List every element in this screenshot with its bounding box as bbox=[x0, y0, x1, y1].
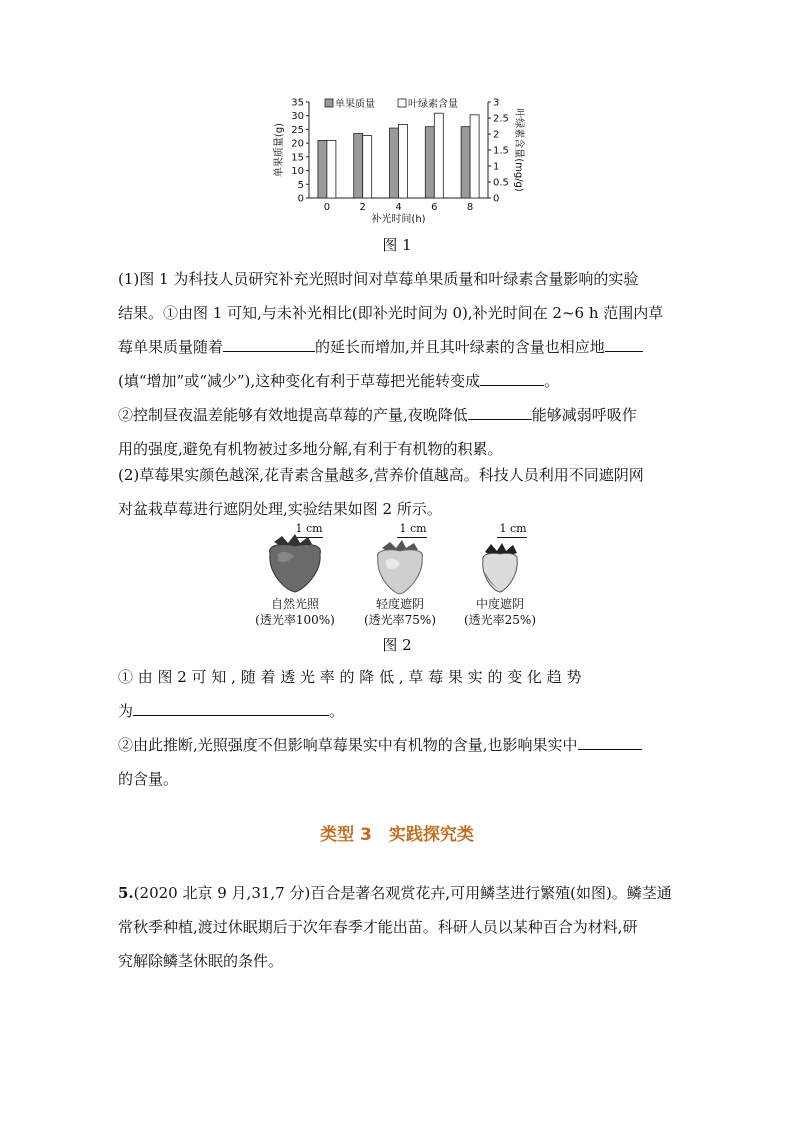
right-tick-label: 2 bbox=[493, 129, 500, 141]
right-tick-label: 0 bbox=[493, 193, 500, 205]
x-tick-label: 0 bbox=[323, 202, 331, 213]
right-tick-label: 3 bbox=[493, 97, 500, 109]
right-tick-label: 0.5 bbox=[493, 177, 509, 189]
answer-blank-1[interactable] bbox=[223, 333, 315, 352]
bar-chlorophyll bbox=[363, 136, 372, 198]
legend-swatch-fruit-mass bbox=[325, 99, 333, 107]
bar-fruit-mass bbox=[390, 128, 399, 198]
label-light-shade: 轻度遮阴 (透光率75%) bbox=[363, 597, 437, 627]
q1-line2: 结果。①由图 1 可知,与未补光相比(即补光时间为 0),补光时间在 2~6 h 范围内草 bbox=[118, 304, 664, 322]
right-tick-label: 1.5 bbox=[493, 145, 509, 157]
q1-line3: 莓单果质量随着 的延长而增加,并且其叶绿素的含量也相应地 bbox=[118, 330, 676, 364]
scale-label: 1 cm bbox=[295, 522, 323, 535]
bar-chlorophyll bbox=[399, 124, 408, 198]
legend-label-fruit-mass: 单果质量 bbox=[335, 99, 375, 110]
bar-fruit-mass bbox=[354, 134, 363, 198]
left-y-axis-label: 单果质量(g) bbox=[274, 122, 285, 178]
q2b-line1: ① 由 图 2 可 知 , 随 着 透 光 率 的 降 低 , 草 莓 果 实 的 变 化 趋 势 bbox=[118, 668, 582, 686]
left-tick-label: 35 bbox=[291, 97, 304, 109]
right-tick-label: 1 bbox=[493, 161, 500, 173]
left-tick-label: 30 bbox=[291, 111, 304, 123]
bar-fruit-mass bbox=[425, 127, 434, 198]
bar-fruit-mass bbox=[461, 127, 470, 198]
q2b-line4: 的含量。 bbox=[118, 770, 179, 788]
q2-line1: (2)草莓果实颜色越深,花青素含量越多,营养价值越高。科技人员利用不同遮阴网 bbox=[118, 466, 644, 484]
right-y-axis-label: 叶绿素含量(mg/g) bbox=[513, 108, 524, 192]
q5-line1: 5.(2020 北京 9 月,31,7 分)百合是著名观赏花卉,可用鳞茎进行繁殖(如图)。鳞茎通 bbox=[118, 884, 672, 902]
x-tick-label: 4 bbox=[395, 202, 402, 213]
scale-bar bbox=[497, 537, 527, 538]
strawberry-medium-shade bbox=[475, 542, 525, 596]
left-tick-label: 15 bbox=[291, 152, 304, 164]
label-natural-light: 自然光照 (透光率100%) bbox=[255, 597, 335, 627]
answer-blank-2[interactable] bbox=[605, 333, 643, 352]
label-medium-shade: 中度遮阴 (透光率25%) bbox=[463, 597, 537, 627]
bar-fruit-mass bbox=[318, 140, 327, 198]
x-tick-label: 8 bbox=[466, 202, 474, 213]
left-tick-label: 10 bbox=[291, 166, 304, 178]
question-number: 5. bbox=[118, 884, 134, 902]
question-5 bbox=[118, 876, 676, 978]
answer-blank-4[interactable] bbox=[468, 401, 532, 420]
q1-line5: ②控制昼夜温差能够有效地提高草莓的产量,夜晚降低 能够减弱呼吸作 bbox=[118, 398, 676, 432]
strawberry-natural-light bbox=[260, 532, 330, 594]
legend-label-chlorophyll: 叶绿素含量 bbox=[408, 99, 458, 110]
legend-swatch-chlorophyll bbox=[398, 99, 406, 107]
q2b-line2: 为 。 bbox=[118, 694, 676, 728]
figure2 bbox=[255, 520, 545, 630]
q1-line6: 用的强度,避免有机物被过多地分解,有利于有机物的积累。 bbox=[118, 440, 503, 458]
scale-label: 1 cm bbox=[399, 522, 427, 535]
left-tick-label: 25 bbox=[291, 124, 304, 136]
left-tick-label: 20 bbox=[291, 138, 304, 150]
figure1-caption: 图 1 bbox=[382, 236, 412, 254]
right-tick-label: 2.5 bbox=[493, 113, 509, 125]
q2b-line3: ②由此推断,光照强度不但影响草莓果实中有机物的含量,也影响果实中 bbox=[118, 728, 676, 762]
x-axis-label: 补光时间(h) bbox=[371, 214, 426, 225]
scale-label: 1 cm bbox=[499, 522, 527, 535]
left-tick-label: 5 bbox=[297, 179, 304, 191]
strawberry-light-shade bbox=[370, 538, 430, 596]
figure1-chart bbox=[262, 92, 532, 226]
section-title: 类型 3 实践探究类 bbox=[320, 825, 474, 845]
question-2-parts bbox=[118, 660, 676, 796]
answer-blank-5[interactable] bbox=[133, 697, 329, 716]
question-2 bbox=[118, 458, 676, 526]
left-tick-label: 0 bbox=[297, 193, 304, 205]
figure2-caption: 图 2 bbox=[382, 636, 412, 654]
x-tick-label: 2 bbox=[359, 202, 366, 213]
x-tick-label: 6 bbox=[431, 202, 438, 213]
q5-line2: 常秋季种植,渡过休眠期后于次年春季才能出苗。科研人员以某种百合为材料,研 bbox=[118, 918, 638, 936]
q2-line2: 对盆栽草莓进行遮阴处理,实验结果如图 2 所示。 bbox=[118, 500, 442, 518]
q1-line1: (1)图 1 为科技人员研究补充光照时间对草莓单果质量和叶绿素含量影响的实验 bbox=[118, 270, 639, 288]
bar-chlorophyll bbox=[434, 113, 443, 198]
question-1 bbox=[118, 262, 676, 466]
answer-blank-3[interactable] bbox=[480, 367, 544, 386]
q1-line4: (填“增加”或“减少”),这种变化有利于草莓把光能转变成 。 bbox=[118, 364, 676, 398]
bar-chlorophyll bbox=[470, 115, 479, 198]
q5-line3: 究解除鳞茎休眠的条件。 bbox=[118, 952, 284, 970]
answer-blank-6[interactable] bbox=[578, 731, 642, 750]
bar-chlorophyll bbox=[327, 140, 336, 198]
